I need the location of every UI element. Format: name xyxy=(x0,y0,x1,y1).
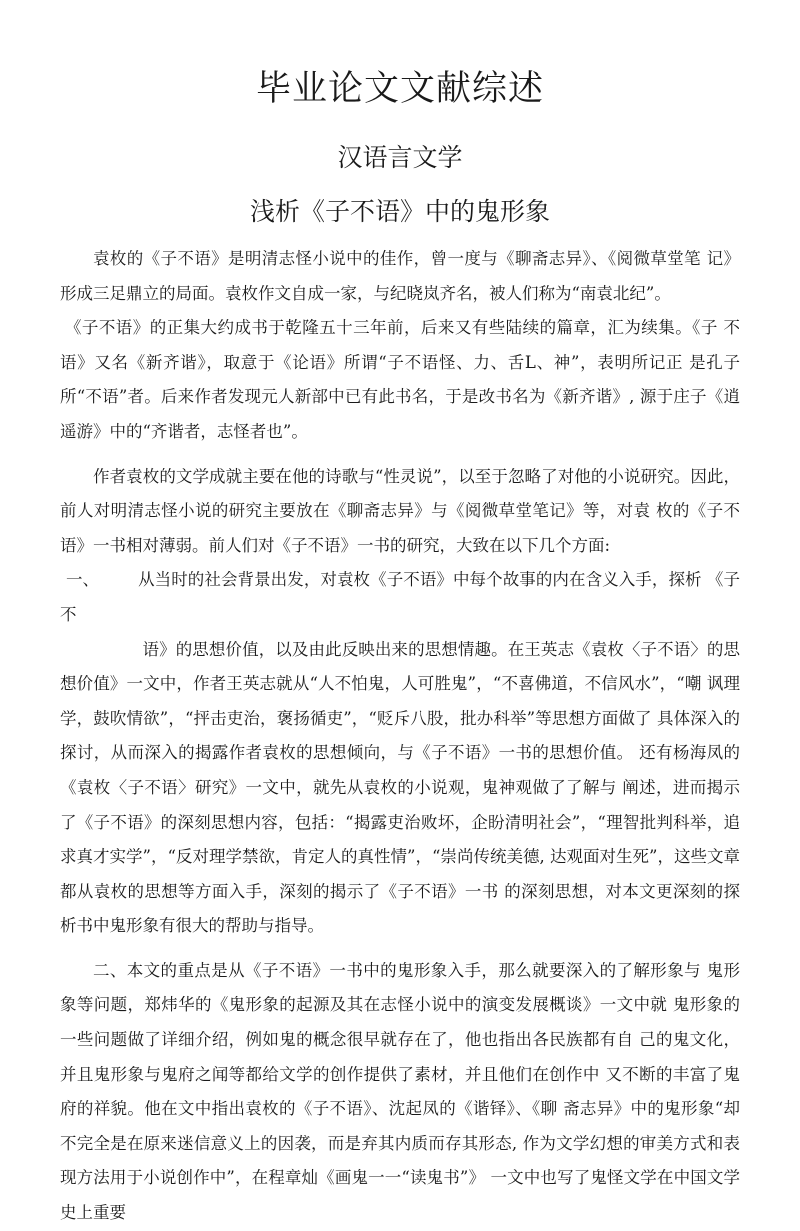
document-main-title: 毕业论文文献综述 xyxy=(255,69,544,109)
paragraph-publication: 《子不语》的正集大约成书于乾隆五十三年前，后来又有些陆续的篇章，汇为续集。《子 不语》又名《新齐谐》，取意于《论语》所谓“子不语怪、力、舌L、神”，表明所记正 是孔子所“不语”者。后来作者发现元人新部中已有此书名，于是改书名为《新齐谐》, 源于庄子《逍遥游》中的“齐谐者，志怪者也”。 xyxy=(60,318,740,441)
paragraph-research: 作者袁枚的文学成就主要在他的诗歌与“性灵说”，以至于忽略了对他的小说研究。因此，前人对明清志怪小说的研究主要放在《聊斋志异》与《阅微草堂笔记》等，对袁 枚的《子不语》一书相对薄弱。前人们对《子不语》一书的研究，大致在以下几个方面: xyxy=(60,466,740,555)
paragraph-intro: 袁枚的《子不语》是明清志怪小说中的佳作，曾一度与《聊斋志异》、《阅微草堂笔 记》形成三足鼎立的局面。袁枚作文自成一家，与纪晓岚齐名，被人们称为“南袁北纪”。 xyxy=(60,249,740,303)
discipline-heading: 汉语言文学 xyxy=(337,143,463,172)
list-item-one xyxy=(60,563,740,944)
paragraph-two: 二、本文的重点是从《子不语》一书中的鬼形象入手，那么就要深入的了解形象与 鬼形象等问题，郑炜华的《鬼形象的起源及其在志怪小说中的演变发展概谈》一文中就 鬼形象的一些问题做了详细介绍，例如鬼的概念很早就存在了，他也指出各民族都有自 己的鬼文化，并且鬼形象与鬼府之闻等都给文学的创作提供了素材，并且他们在创作中 又不断的丰富了鬼府的祥貌。他在文中指出袁枚的《子不语》、沈起凤的《谐铎》、《聊 斋志异》中的鬼形象“却不完全是在原来迷信意义上的因袭，而是弃其内质而存其形态, 作为文学幻想的审美方式和表现方法用于小说创作中”，在程章灿《画鬼一一“读鬼书”》 一文中也写了鬼怪文学在中国文学史上重要 xyxy=(60,960,740,1223)
list-item-first-line xyxy=(60,563,740,632)
list-item-first-text: 从当时的社会背景出发，对袁枚《子不语》中每个故事的内在含义入手，探析 《子不 xyxy=(60,570,740,624)
list-item-body: 语》的思想价值，以及由此反映出来的思想情趣。在王英志《袁枚〈子不语〉的思想价值》一文中，作者王英志就从“人不怕鬼，人可胜鬼”，“不喜佛道，不信风水”，“嘲 讽理学，鼓吹情欲”，“抨击吏治，褒扬循吏”，“贬斥八股，批办科举”等思想方面做了 具体深入的探讨，从而深入的揭露作者袁枚的思想倾向，与《子不语》一书的思想价值。 还有杨海凤的《袁枚〈子不语〉研究》一文中，就先从袁枚的小说观，鬼神观做了了解与 阐述，进而揭示了《子不语》的深刻思想内容，包括：“揭露吏治败坏，企盼清明社会”，“理智批判科举，追求真才实学”，“反对理学禁欲，肯定人的真性情”，“崇尚传统美德, 达观面对生死”，这些文章都从袁枚的思想等方面入手，深刻的揭示了《子不语》一书 的深刻思想，对本文更深刻的探析书中鬼形象有很大的帮助与指导。 xyxy=(60,639,740,936)
paper-title: 浅析《子不语》中的鬼形象 xyxy=(249,197,550,226)
list-number: 一、 xyxy=(66,570,99,590)
document-body xyxy=(60,230,740,1231)
